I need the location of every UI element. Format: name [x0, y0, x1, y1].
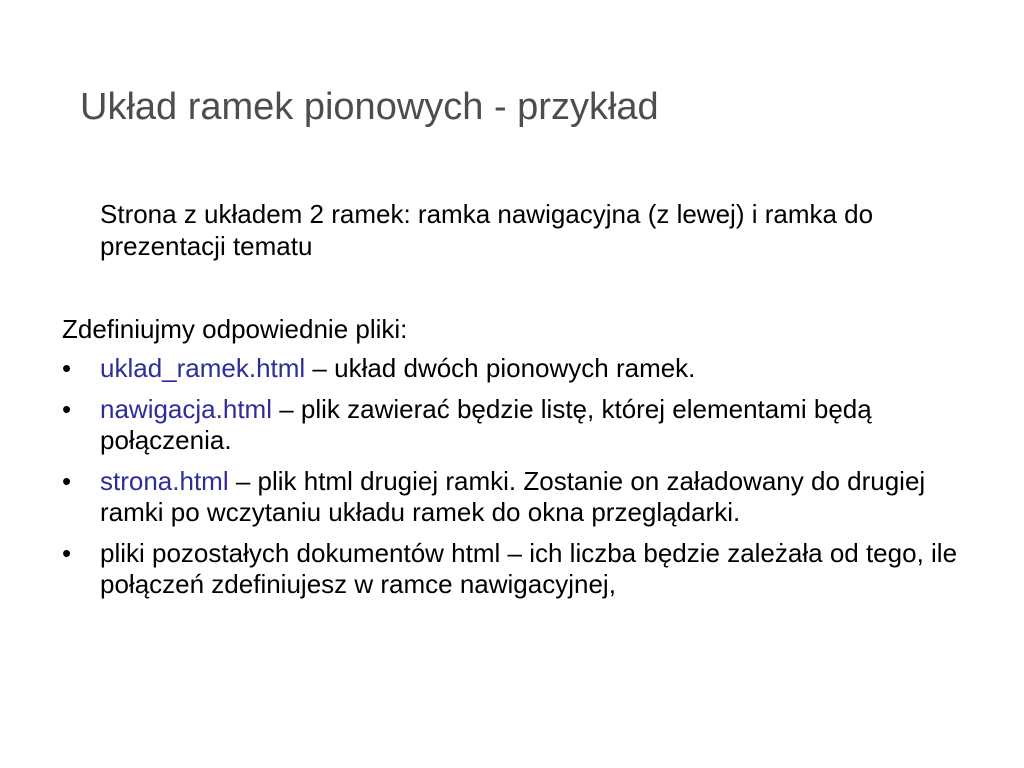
file-description: pliki pozostałych dokumentów html – ich liczba będzie zależała od tego, ile połączeń zdefiniujesz w ramce nawigacyjnej, [100, 538, 958, 599]
bullet-icon: • [62, 394, 72, 424]
files-list [62, 353, 982, 600]
list-item [62, 353, 960, 384]
file-name: uklad_ramek.html [100, 353, 306, 383]
file-name: strona.html [100, 466, 229, 496]
files-section [62, 313, 982, 610]
list-item [62, 466, 960, 528]
bullet-icon: • [62, 466, 72, 496]
bullet-icon: • [62, 353, 72, 383]
file-description: – układ dwóch pionowych ramek. [305, 353, 696, 383]
list-item [62, 538, 960, 600]
bullet-icon: • [62, 538, 72, 568]
file-description: – plik zawierać będzie listę, której elementami będą połączenia. [100, 394, 872, 455]
slide-title: Układ ramek pionowych - przykład [80, 86, 659, 128]
list-item [62, 394, 960, 456]
intro-paragraph: Strona z układem 2 ramek: ramka nawigacyjna (z lewej) i ramka do prezentacji tematu [100, 199, 874, 261]
file-description: – plik html drugiej ramki. Zostanie on załadowany do drugiej ramki po wczytaniu układu ramek do okna przeglądarki. [100, 466, 926, 527]
file-name: nawigacja.html [100, 394, 272, 424]
files-heading: Zdefiniujmy odpowiednie pliki: [62, 314, 408, 344]
